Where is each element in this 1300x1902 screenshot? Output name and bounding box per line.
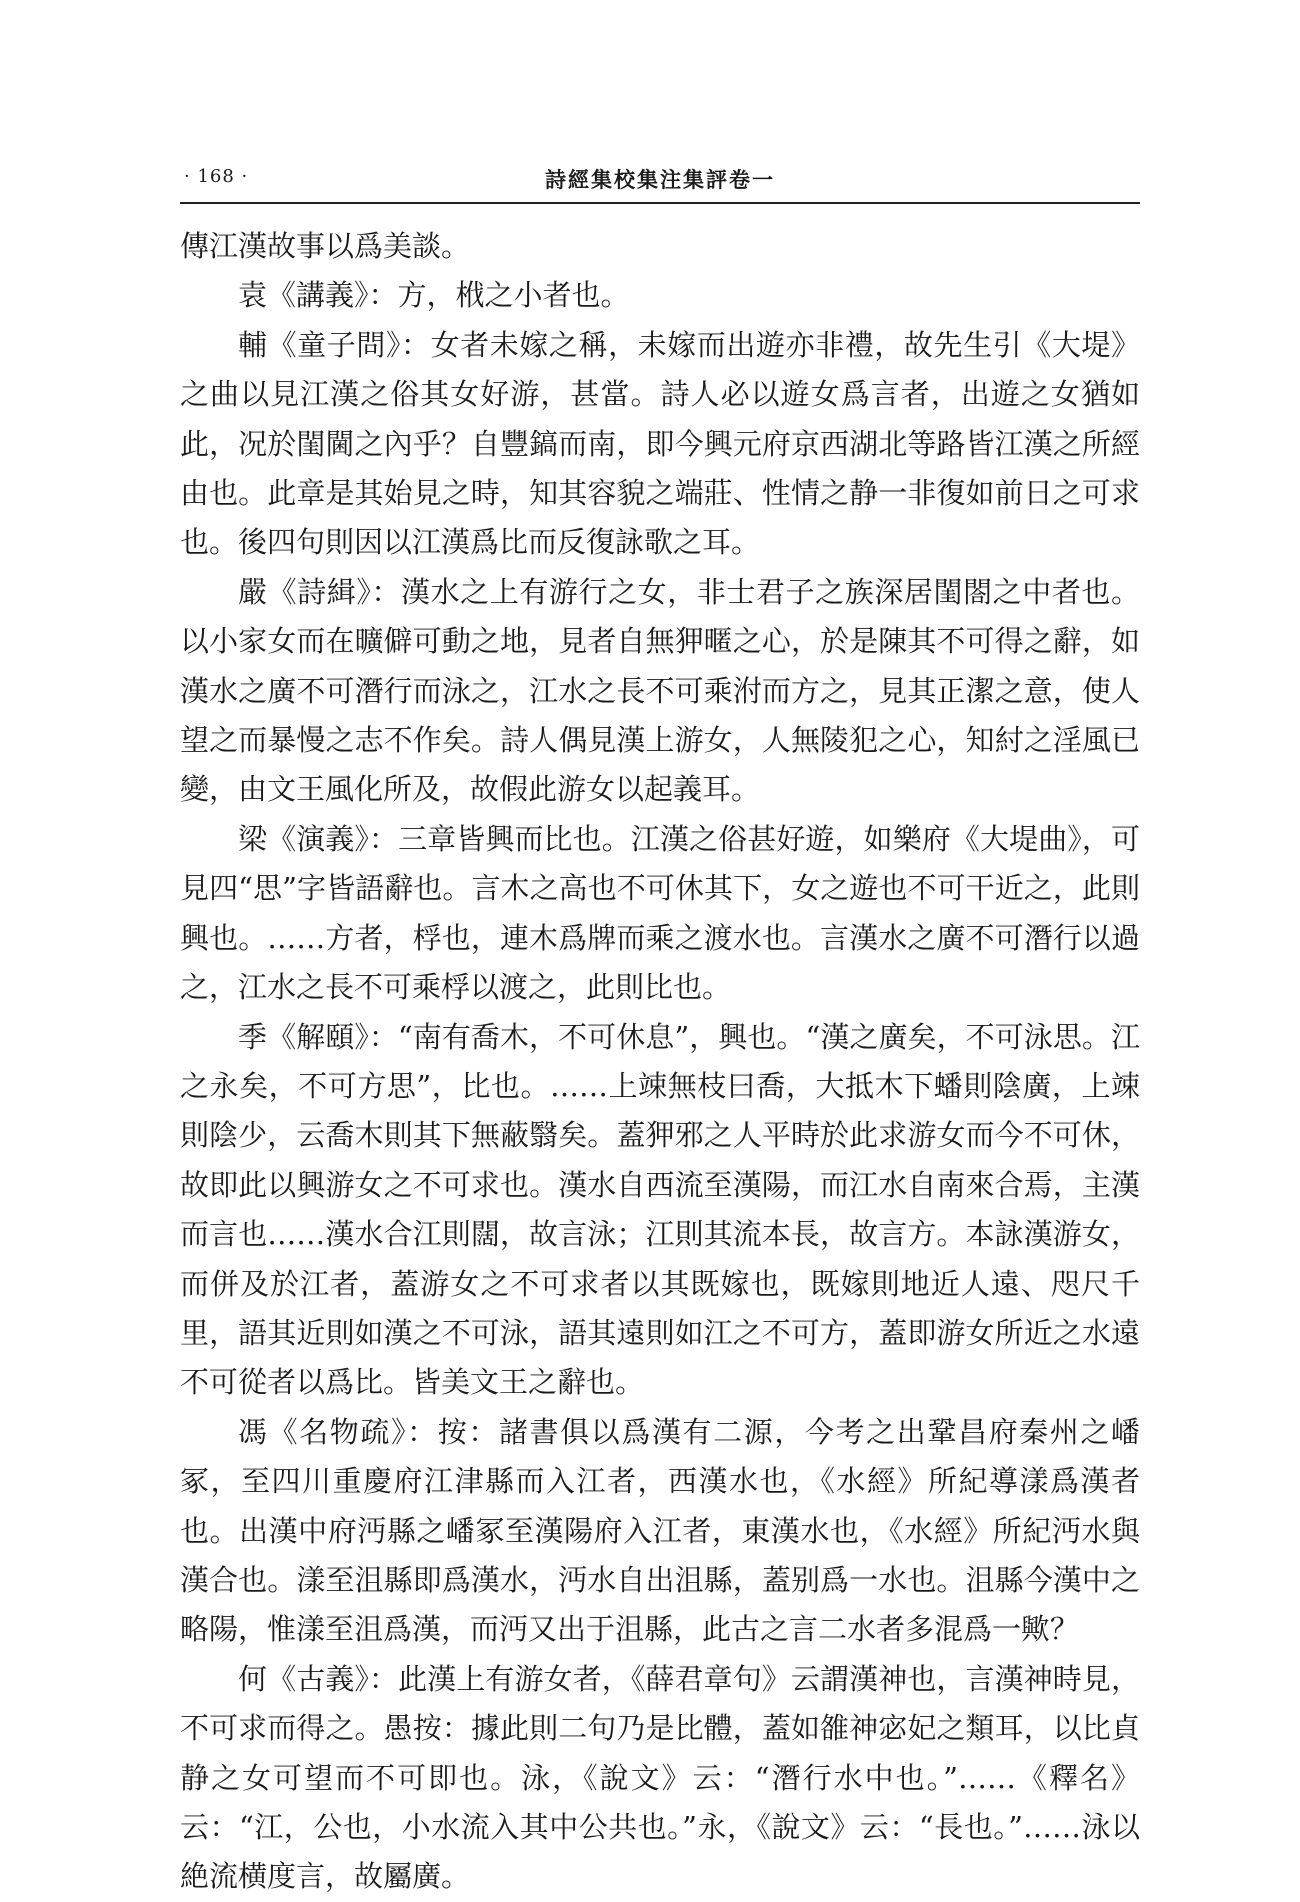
paragraph-yan-shiji: 嚴《詩緝》：漢水之上有游行之女，非士君子之族深居閨閤之中者也。以小家女而在曠僻可動之地，見者自無狎暱之心，於是陳其不可得之辭，如漢水之廣不可潛行而泳之，江水之長不可乘泭而方之，見其正潔之意，使人望之而暴慢之志不作矣。詩人偶見漢上游女，人無陵犯之心，知紂之淫風已變，由文王風化所及，故假此游女以起義耳。 [180, 574, 1140, 807]
page-number: · 168 · [184, 166, 249, 187]
paragraph-liang-yanyi: 梁《演義》：三章皆興而比也。江漢之俗甚好遊，如樂府《大堤曲》，可見四“思”字皆語辭也。言木之高也不可休其下，女之遊也不可干近之，此則興也。……方者，桴也，連木爲牌而乘之渡水也。言漢水之廣不可潛行以過之，江水之長不可乘桴以渡之，此則比也。 [180, 821, 1140, 1005]
paragraph-feng-mingwushu: 馮《名物疏》：按：諸書俱以爲漢有二源，今考之出鞏昌府秦州之嶓冢，至四川重慶府江津縣而入江者，西漢水也，《水經》所紀導漾爲漢者也。出漢中府沔縣之嶓冢至漢陽府入江者，東漢水也，《水經》所紀沔水與漢合也。漾至沮縣即爲漢水，沔水自出沮縣，蓋别爲一水也。沮縣今漢中之略陽，惟漾至沮爲漢，而沔又出于沮縣，此古之言二水者多混爲一歟？ [180, 1414, 1140, 1647]
paragraph-continuation: 傳江漢故事以爲美談。 [180, 229, 471, 263]
paragraph-ji-jieyi: 季《解頤》：“南有喬木，不可休息”，興也。“漢之廣矣，不可泳思。江之永矣，不可方思”，比也。……上竦無枝曰喬，大抵木下蟠則陰廣，上竦則陰少，云喬木則其下無蔽翳矣。蓋狎邪之人平時於此求游女而今不可休，故即此以興游女之不可求也。漢水自西流至漢陽，而江水自南來合焉，主漢而言也……漢水合江則闊，故言泳；江則其流本長，故言方。本詠漢游女，而併及於江者，蓋游女之不可求者以其既嫁也，既嫁則地近人遠、咫尺千里，語其近則如漢之不可泳，語其遠則如江之不可方，蓋即游女所近之水遠不可從者以爲比。皆美文王之辭也。 [180, 1019, 1140, 1400]
body-text [180, 222, 1140, 1902]
paragraph-fu-tongziwen: 輔《童子問》：女者未嫁之稱，未嫁而出遊亦非禮，故先生引《大堤》之曲以見江漢之俗其女好游，甚當。詩人必以遊女爲言者，出遊之女猶如此，况於閨閫之內乎？自豐鎬而南，即今興元府京西湖北等路皆江漢之所經由也。此章是其始見之時，知其容貌之端莊、性情之静一非復如前日之可求也。後四句則因以江漢爲比而反復詠歌之耳。 [180, 327, 1140, 560]
running-title: 詩經集校集注集評卷一 [545, 167, 775, 192]
page-header [180, 162, 1140, 204]
paragraph-yuan-jiangyi: 袁《講義》：方，栰之小者也。 [238, 278, 630, 313]
paragraph-he-guyi: 何《古義》：此漢上有游女者，《薛君章句》云謂漢神也，言漢神時見，不可求而得之。愚按：據此則二句乃是比體，蓋如雒神宓妃之類耳，以比貞静之女可望而不可即也。泳，《說文》云：“潛行水中也。”……《釋名》云：“江，公也，小水流入其中公共也。”永，《說文》云：“長也。”……泳以絶流横度言，故屬廣。 [180, 1661, 1140, 1894]
